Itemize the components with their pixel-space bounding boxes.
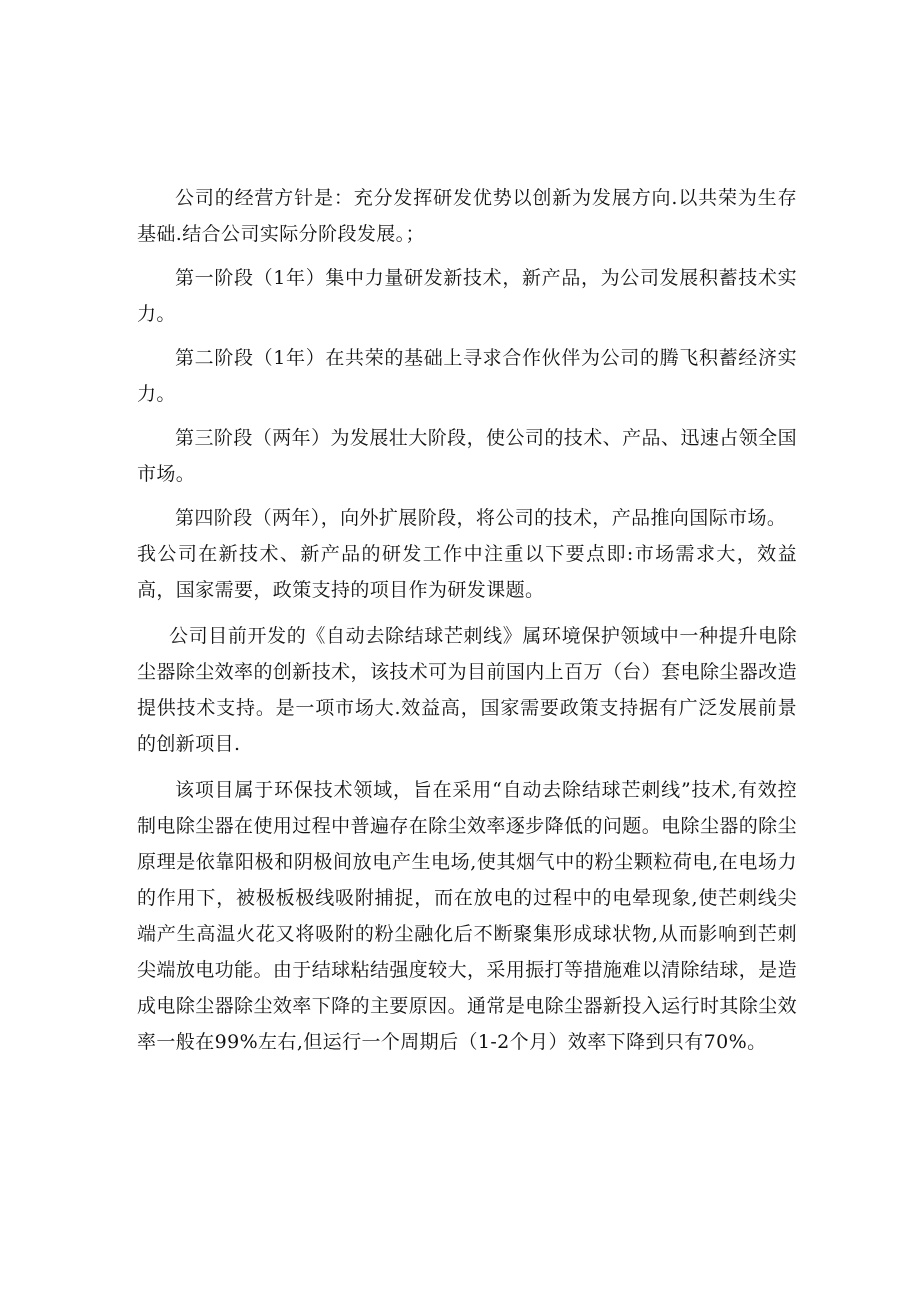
document-body: [137, 180, 797, 1060]
paragraph-stage-one: 第一阶段（1年）集中力量研发新技术，新产品，为公司发展积蓄技术实力。: [137, 267, 797, 325]
paragraph-stage-two: 第二阶段（1年）在共荣的基础上寻求合作伙伴为公司的腾飞积蓄经济实力。: [137, 347, 797, 405]
paragraph-stage-three: 第三阶段（两年）为发展壮大阶段，使公司的技术、产品、迅速占领全国市场。: [137, 427, 797, 485]
paragraph-stage-four: 第四阶段（两年），向外扩展阶段，将公司的技术，产品推向国际市场。: [175, 507, 787, 529]
paragraph-business-policy: 公司的经营方针是：充分发挥研发优势以创新为发展方向.以共荣为生存基础.结合公司实际分阶段发展。；: [137, 187, 797, 245]
paragraph-rd-focus: 我公司在新技术、新产品的研发工作中注重以下要点即:市场需求大，效益高，国家需要，政策支持的项目作为研发课题。: [137, 543, 797, 601]
paragraph-project-details: 该项目属于环保技术领域，旨在采用“自动去除结球芒刺线”技术,有效控制电除尘器在使用过程中普遍存在除尘效率逐步降低的问题。电除尘器的除尘原理是依靠阳极和阴极间放电产生电场,使其烟气中的粉尘颗粒荷电,在电场力的作用下，被极板极线吸附捕捉，而在放电的过程中的电晕现象,使芒刺线尖端产生高温火花又将吸附的粉尘融化后不断聚集形成球状物,从而影响到芒刺尖端放电功能。由于结球粘结强度较大，采用振打等措施难以清除结球，是造成电除尘器除尘效率下降的主要原因。通常是电除尘器新投入运行时其除尘效率一般在99%左右,但运行一个周期后（1-2个月）效率下降到只有70%。: [137, 779, 797, 1053]
paragraph-current-project: 公司目前开发的《自动去除结球芒刺线》属环境保护领域中一种提升电除尘器除尘效率的创新技术，该技术可为目前国内上百万（台）套电除尘器改造提供技术支持。是一项市场大.效益高，国家需要政策支持据有广泛发展前景的创新项目.: [137, 625, 797, 755]
